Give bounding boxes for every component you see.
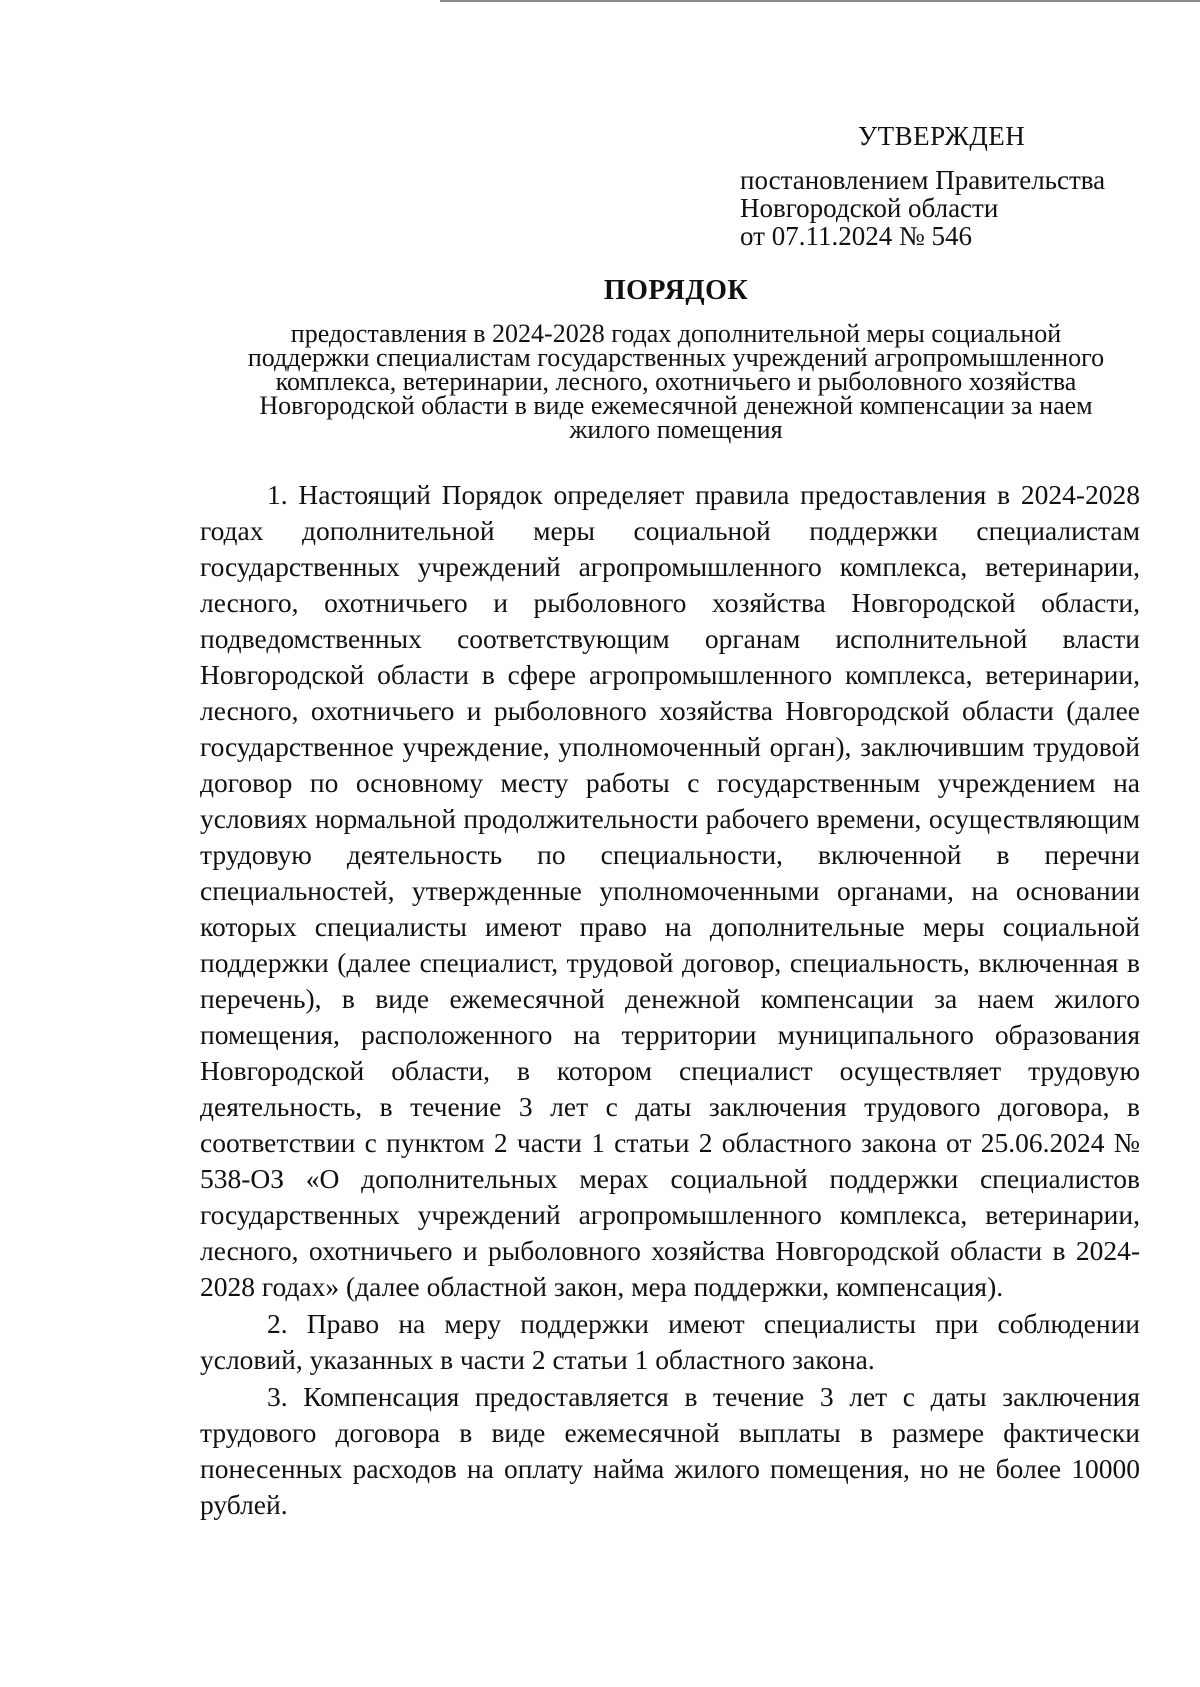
document-subtitle	[200, 319, 1152, 444]
approval-stamp	[740, 122, 1160, 250]
paragraph-1: 1. Настоящий Порядок определяет правила предоставления в 2024-2028 годах дополнительной меры социальной поддержки специалистам государственных учреждений агропромышленного комплекса, ветеринарии, лесного, охотничьего и рыболовного хозяйства Новгородской области, подведомственных соответствующим органам исполнительной власти Новгородской области в сфере агропромышленного комплекса, ветеринарии, лесного, охотничьего и рыболовного хозяйства Новгородской области (далее государственное учреждение, уполномоченный орган), заключившим трудовой договор по основному месту работы с государственным учреждением на условиях нормальной продолжительности рабочего времени, осуществляющим трудовую деятельность по специальности, включенной в перечни специальностей, утвержденные уполномоченными органами, на основании которых специалисты имеют право на дополнительные меры социальной поддержки (далее специалист, трудовой договор, специальность, включенная в перечень), в виде ежемесячной денежной компенсации за наем жилого помещения, расположенного на территории муниципального образования Новгородской области, в котором специалист осуществляет трудовую деятельность, в течение 3 лет с даты заключения трудового договора, в соответствии с пунктом 2 части 1 статьи 2 областного закона от 25.06.2024 № 538-ОЗ «О дополнительных мерах социальной поддержки специалистов государственных учреждений агропромышленного комплекса, ветеринарии, лесного, охотничьего и рыболовного хозяйства Новгородской области в 2024-2028 годах» (далее областной закон, мера поддержки, компенсация).	[200, 479, 1140, 1302]
scan-edge-line	[440, 0, 1200, 2]
subtitle-line-4: Новгородской области в виде ежемесячной денежной компенсации за наем	[259, 391, 1093, 420]
subtitle-line-3: комплекса, ветеринарии, лесного, охотничьего и рыболовного хозяйства	[275, 367, 1077, 396]
subtitle-line-1: предоставления в 2024-2028 годах дополнительной меры социальной	[290, 319, 1062, 348]
document-body	[200, 477, 1140, 1523]
approval-heading: УТВЕРЖДЕН	[858, 121, 1026, 151]
paragraph-3: 3. Компенсация предоставляется в течение 3 лет с даты заключения трудового договора в виде ежемесячной выплаты в размере фактически понесенных расходов на оплату найма жилого помещения, но не более 10000 рублей.	[200, 1381, 1140, 1520]
subtitle-line-5: жилого помещения	[569, 415, 783, 444]
approval-line-2: Новгородской области	[740, 193, 999, 223]
subtitle-line-2: поддержки специалистам государственных учреждений агропромышленного	[247, 343, 1105, 372]
paragraph-2: 2. Право на меру поддержки имеют специалисты при соблюдении условий, указанных в части 2 статьи 1 областного закона.	[200, 1308, 1140, 1375]
document-title: ПОРЯДОК	[603, 275, 749, 306]
approval-line-1: постановлением Правительства	[740, 165, 1106, 195]
approval-line-3: от 07.11.2024 № 546	[740, 221, 972, 251]
